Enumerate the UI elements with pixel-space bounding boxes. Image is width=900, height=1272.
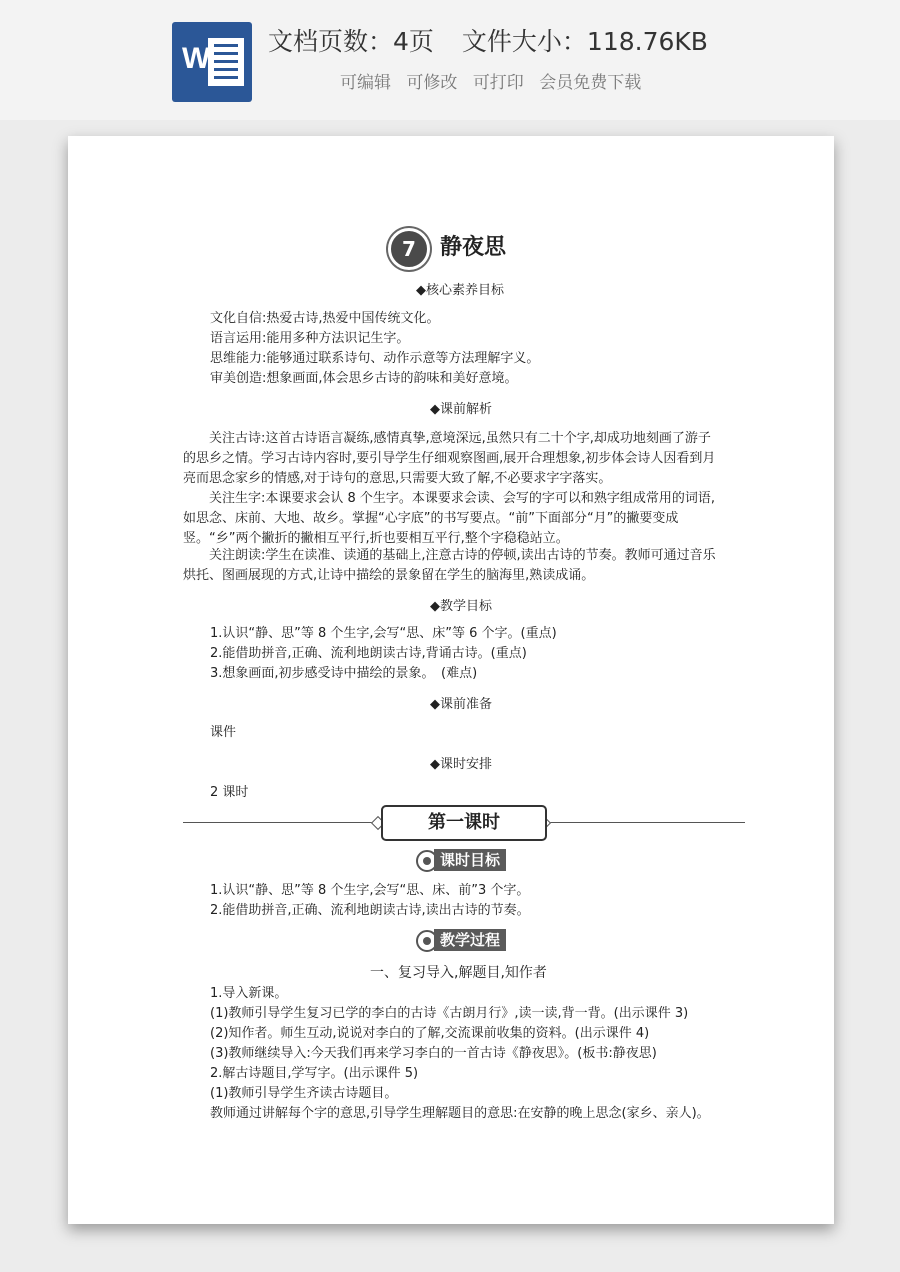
core-goal-item: 审美创造:想象画面,体会思乡古诗的韵味和美好意境。 (210, 371, 518, 386)
feature-modifiable: 可修改 (406, 73, 458, 93)
feature-editable: 可编辑 (340, 73, 391, 93)
lesson-title: 静夜思 (440, 235, 507, 260)
pre-analysis-heading: ◆课前解析 (430, 402, 492, 417)
process-step: (1)教师引导学生复习已学的李白的古诗《古朗月行》,读一读,背一背。(出示课件 3) (210, 1006, 689, 1021)
feature-list (340, 68, 651, 93)
process-step: (3)教师继续导入:今天我们再来学习李白的一首古诗《静夜思》。(板书:静夜思) (210, 1046, 657, 1061)
banner-rule-left (183, 822, 381, 823)
teaching-process-label: 教学过程 (434, 929, 506, 951)
feature-printable: 可打印 (472, 73, 524, 93)
document-info-header (0, 0, 900, 120)
banner-rule-right (543, 822, 745, 823)
preparation-heading: ◆课前准备 (430, 697, 492, 712)
process-step: (1)教师引导学生齐读古诗题目。 (210, 1086, 398, 1101)
core-goal-item: 思维能力:能够通过联系诗句、动作示意等方法理解字义。 (210, 351, 540, 366)
lesson-goal-item: 2.能借助拼音,正确、流利地朗读古诗,读出古诗的节奏。 (210, 903, 530, 918)
word-logo-letter: W (182, 42, 211, 75)
process-step: 2.解古诗题目,学写字。(出示课件 5) (210, 1066, 419, 1081)
analysis-paragraph-poem: 关注古诗:这首古诗语言凝练,感情真挚,意境深远,虽然只有二十个字,却成功地刻画了游子的思乡之情。学习古诗内容时,要引导学生仔细观察图画,展开合理想象,初步体会诗人因看到月亮而思念家乡的情感,对于诗句的意思,只需要大致了解,不必要求字字落实。 (183, 431, 716, 486)
core-goal-item: 语言运用:能用多种方法识记生字。 (210, 331, 410, 346)
lesson-goals-label: 课时目标 (434, 849, 506, 871)
document-stats (268, 22, 708, 58)
core-goals-list (210, 309, 539, 389)
teaching-goals-list (210, 624, 557, 684)
process-section-title: 一、复习导入,解题目,知作者 (370, 965, 547, 981)
process-steps (210, 984, 710, 1124)
first-lesson-banner: 第一课时 (381, 805, 547, 841)
teaching-goal-item: 1.认识“静、思”等 8 个生字,会写“思、床”等 6 个字。(重点) (210, 626, 557, 641)
feature-free-download: 会员免费下载 (539, 73, 642, 93)
process-step: 教师通过讲解每个字的意思,引导学生理解题目的意思:在安静的晚上思念(家乡、亲人)。 (210, 1106, 710, 1121)
schedule-heading: ◆课时安排 (430, 757, 492, 772)
analysis-paragraph-characters: 关注生字:本课要求会认 8 个生字。本课要求会读、会写的字可以和熟字组成常用的词语,如思念、床前、大地、故乡。掌握“心字底”的书写要点。“前”下面部分“月”的撇要变成竖。“乡”两个撇折的撇相互平行,折也要相互平行,整个字稳稳站立。 (183, 491, 716, 546)
page-count: 文档页数：4页 (268, 27, 434, 56)
teaching-goals-heading: ◆教学目标 (430, 599, 492, 614)
lesson-goal-item: 1.认识“静、思”等 8 个生字,会写“思、床、前”3 个字。 (210, 883, 530, 898)
lesson-goals-list (210, 881, 530, 921)
preparation-content: 课件 (210, 725, 237, 740)
core-goal-item: 文化自信:热爱古诗,热爱中国传统文化。 (210, 311, 440, 326)
file-size: 文件大小：118.76KB (461, 27, 708, 56)
document-page (68, 136, 834, 1224)
process-step: (2)知作者。师生互动,说说对李白的了解,交流课前收集的资料。(出示课件 4) (210, 1026, 650, 1041)
schedule-content: 2 课时 (210, 785, 249, 800)
lesson-number-badge: 7 (388, 228, 430, 270)
analysis-paragraph-reading: 关注朗读:学生在读准、读通的基础上,注意古诗的停顿,读出古诗的节奏。教师可通过音乐烘托、图画展现的方式,让诗中描绘的景象留在学生的脑海里,熟读成诵。 (183, 548, 716, 583)
word-document-icon (172, 22, 252, 102)
teaching-goal-item: 2.能借助拼音,正确、流利地朗读古诗,背诵古诗。(重点) (210, 646, 527, 661)
process-step: 1.导入新课。 (210, 986, 288, 1001)
teaching-goal-item: 3.想象画面,初步感受诗中描绘的景象。 (难点) (210, 666, 478, 681)
core-goals-heading: ◆核心素养目标 (416, 283, 504, 298)
